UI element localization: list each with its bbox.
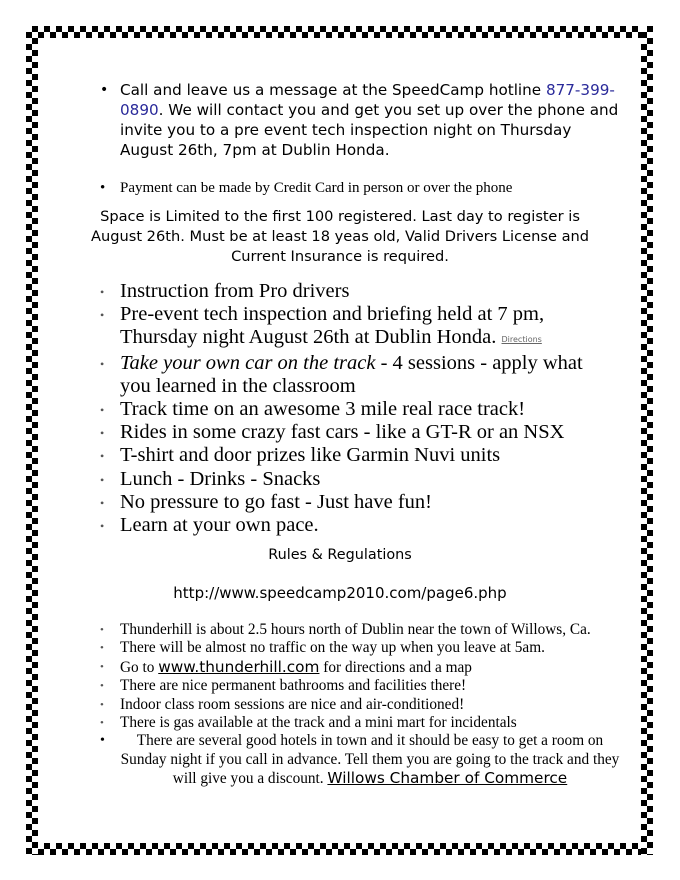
features-list (100, 280, 600, 537)
bullet-icon: • (100, 426, 105, 441)
list-item: • Lunch - Drinks - Snacks (100, 468, 600, 491)
list-item: • Pre-event tech inspection and briefing held at 7 pm, Thursday night August 26th at Dublin Honda. Directions (100, 303, 545, 349)
hotline-number[interactable]: 877-399-0890 (120, 81, 615, 119)
bullet-icon: • (100, 180, 106, 196)
directions-link[interactable]: Directions (501, 335, 542, 345)
thunderhill-link[interactable]: www.thunderhill.com (158, 657, 320, 676)
list-item: • There will be almost no traffic on the way up when you leave at 5am. (100, 639, 545, 657)
bullet-icon: • (100, 308, 105, 323)
list-item: • Rides in some crazy fast cars - like a GT-R or an NSX (100, 421, 600, 444)
bullet-icon: • (100, 680, 104, 693)
list-item: • Learn at your own pace. (100, 514, 600, 537)
bullet-icon: • (100, 698, 104, 711)
list-item: • No pressure to go fast - Just have fun! (100, 491, 600, 514)
bullet-icon: • (100, 642, 104, 655)
checkered-border-right (641, 26, 653, 855)
list-item-hotels: • There are several good hotels in town and it should be easy to get a room on Sunday night if you call in advance. Tell them you are going to the track and they will give you a discount. Willows Chamber of Commerce (100, 732, 620, 788)
rules-heading: Rules & Regulations (268, 547, 412, 563)
list-item: • Track time on an awesome 3 mile real race track! (100, 398, 600, 421)
bullet-icon: • (100, 660, 104, 673)
bullet-icon: • (100, 82, 109, 98)
list-item: • Go to www.thunderhill.com for directions and a map (100, 657, 472, 676)
bullet-icon: • (100, 717, 104, 730)
willows-chamber-link[interactable]: Willows Chamber of Commerce (327, 769, 568, 788)
list-item: • Take your own car on the track - 4 sessions - apply what you learned in the classroom (100, 351, 583, 397)
list-item: • T-shirt and door prizes like Garmin Nuvi units (100, 444, 600, 467)
checkered-border-top (26, 26, 653, 38)
bullet-icon: • (100, 519, 105, 534)
list-item: • Thunderhill is about 2.5 hours north of Dublin near the town of Willows, Ca. (100, 621, 591, 638)
bullet-icon: • (100, 449, 105, 464)
bullet-icon: • (100, 403, 105, 418)
rules-url[interactable]: http://www.speedcamp2010.com/page6.php (173, 584, 507, 602)
bullet-icon: • (100, 472, 105, 487)
bullet-icon: • (100, 356, 105, 371)
checkered-border-left (26, 26, 38, 855)
list-item: • Instruction from Pro drivers (100, 280, 600, 303)
bullet-icon: • (100, 624, 104, 636)
bullet-icon: • (100, 495, 105, 510)
registration-notice: Space is Limited to the first 100 registered. Last day to register is August 26th. Must be at least 18 yeas old, Valid Drivers License and Current Insurance is required. (90, 208, 590, 265)
bullet-icon: • (100, 733, 105, 749)
bullet-icon: • (100, 285, 105, 299)
track-info-list (100, 621, 630, 789)
list-item: • There are nice permanent bathrooms and facilities there! (100, 677, 467, 695)
list-item: • There is gas available at the track and a mini mart for incidentals (100, 714, 517, 732)
list-item-payment: • Payment can be made by Credit Card in person or over the phone (100, 180, 513, 196)
checkered-border-bottom (26, 843, 653, 855)
list-item-hotline: • Call and leave us a message at the SpeedCamp hotline 877-399-0890. We will contact you and get you set up over the phone and invite you to a pre event tech inspection night on Thursday August 26th, 7pm at Dublin Honda. (100, 81, 619, 159)
registration-list (100, 80, 620, 198)
list-item: • Indoor class room sessions are nice and air-conditioned! (100, 695, 465, 713)
